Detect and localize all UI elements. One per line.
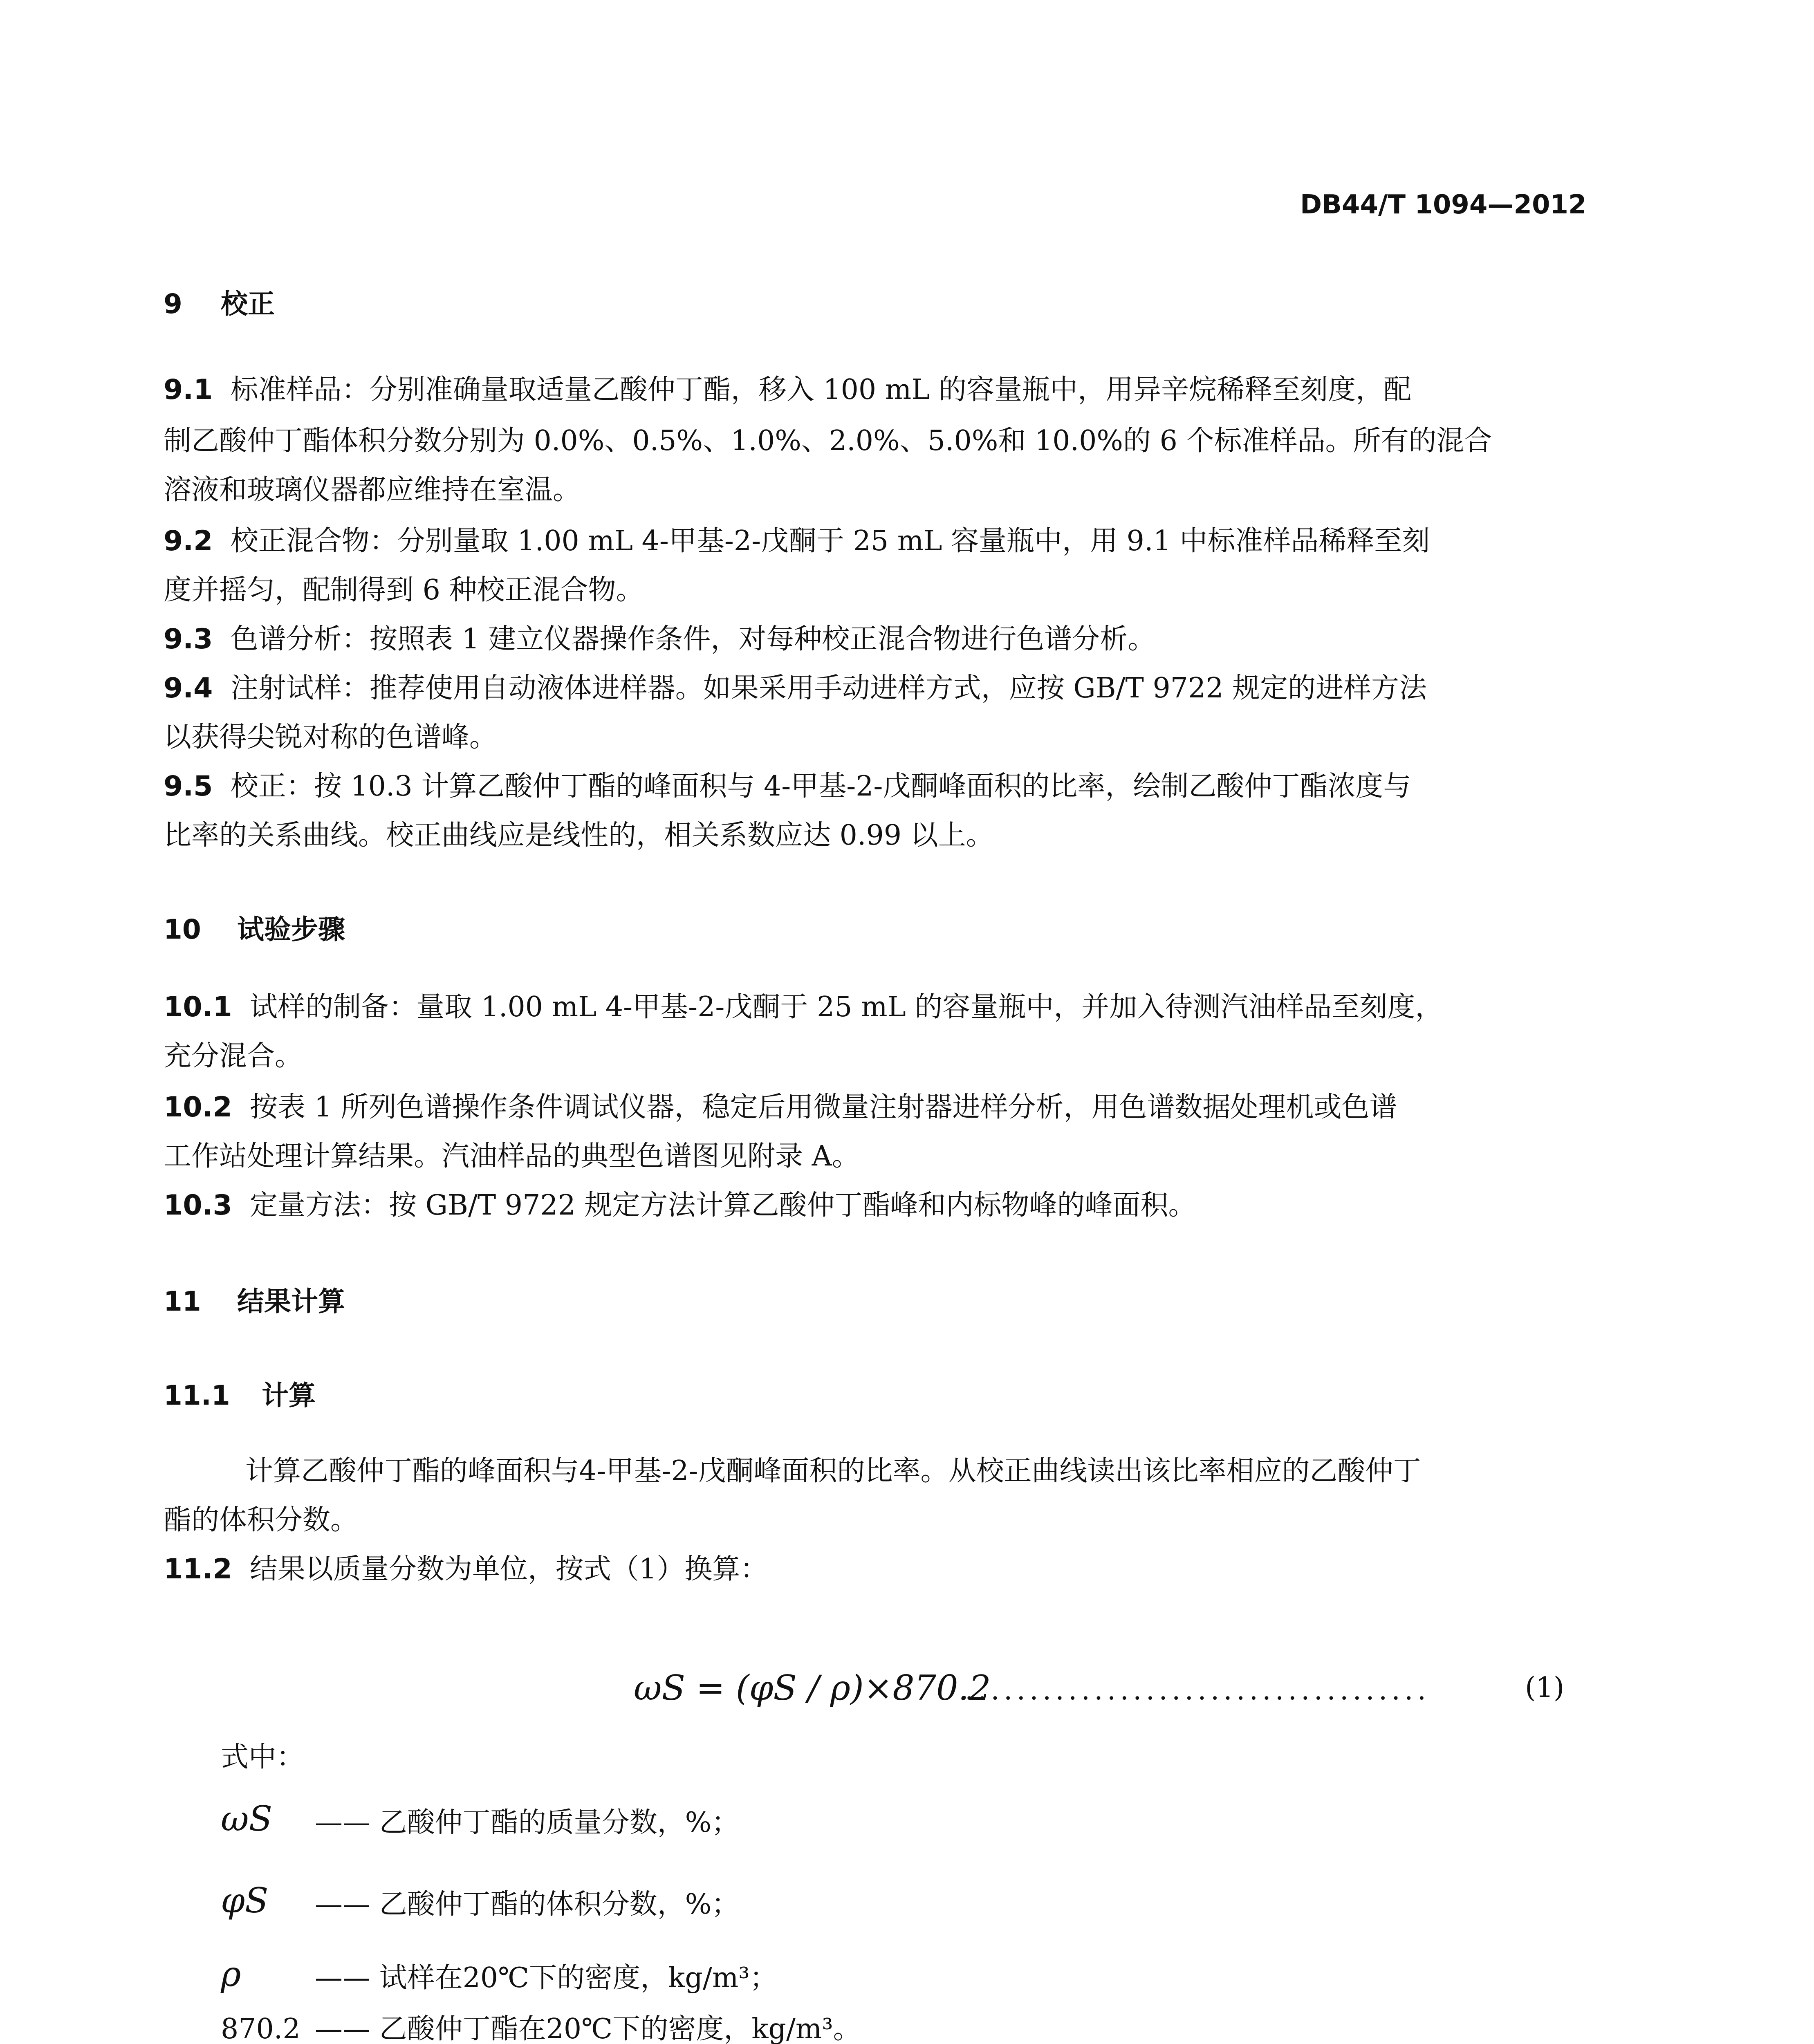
section-number: 9	[164, 288, 182, 320]
section-11-heading	[164, 1280, 345, 1318]
definition-symbol: φS	[221, 1880, 269, 1921]
clause-9-2	[164, 527, 1430, 555]
clause-number: 11.2	[164, 1553, 232, 1585]
clause-10-2	[164, 1091, 1397, 1123]
clause-text: 标准样品：分别准确量取适量乙酸仲丁酯，移入 100 mL 的容量瓶中，用异辛烷稀释至刻度，配	[230, 374, 1411, 406]
clause-number: 9.1	[164, 374, 213, 406]
clause-number: 10.2	[164, 1091, 232, 1123]
clause-10-3	[164, 1189, 1196, 1221]
definition-symbol: 870.2	[221, 2013, 300, 2044]
standard-id: DB44/T 1094—2012	[1300, 190, 1587, 220]
section-number: 11	[164, 1286, 201, 1317]
formula-leader-dots: ....................................	[965, 1674, 1431, 1706]
clause-number: 10.3	[164, 1189, 232, 1221]
section-title: 试验步骤	[237, 914, 345, 945]
clause-number: 9.4	[164, 672, 213, 704]
formula-1: ωS = (φS / ρ)×870.2	[634, 1668, 991, 1708]
clause-line: 溶液和玻璃仪器都应维持在室温。	[164, 474, 581, 506]
definition-text: —— 乙酸仲丁酯在20℃下的密度，kg/m³。	[315, 2013, 861, 2044]
definition-text: —— 试样在20℃下的密度，kg/m³；	[315, 1962, 778, 1994]
clause-title: 计算	[262, 1380, 316, 1411]
section-title: 校正	[221, 288, 275, 320]
clause-9-3	[164, 625, 1155, 653]
clause-number: 10.1	[164, 991, 232, 1023]
clause-9-5	[164, 770, 1411, 802]
clause-text: 校正混合物：分别量取 1.00 mL 4-甲基-2-戊酮于 25 mL 容量瓶中，用 9.1 中标准样品稀释至刻	[230, 525, 1430, 557]
where-label: 式中：	[221, 1741, 305, 1773]
clause-11-2	[164, 1555, 768, 1583]
clause-line: 酯的体积分数。	[164, 1504, 359, 1536]
clause-line: 充分混合。	[164, 1040, 303, 1072]
section-number: 10	[164, 914, 201, 945]
clause-line: 以获得尖锐对称的色谱峰。	[164, 721, 498, 753]
section-title: 结果计算	[237, 1286, 345, 1317]
clause-line: 工作站处理计算结果。汽油样品的典型色谱图见附录 A。	[164, 1140, 860, 1172]
clause-text: 结果以质量分数为单位，按式（1）换算：	[250, 1553, 768, 1585]
definition-symbol: ωS	[221, 1799, 273, 1839]
clause-10-1	[164, 993, 1443, 1021]
section-9-heading	[164, 282, 275, 321]
clause-number: 11.1	[164, 1380, 230, 1411]
clause-number: 9.5	[164, 770, 213, 802]
clause-9-4	[164, 672, 1427, 704]
definition-text: —— 乙酸仲丁酯的体积分数，%；	[315, 1888, 740, 1921]
clause-line: 比率的关系曲线。校正曲线应是线性的，相关系数应达 0.99 以上。	[164, 819, 994, 852]
clause-text: 定量方法：按 GB/T 9722 规定方法计算乙酸仲丁酯峰和内标物峰的峰面积。	[250, 1189, 1196, 1221]
clause-text: 校正：按 10.3 计算乙酸仲丁酯的峰面积与 4-甲基-2-戊酮峰面积的比率，绘制乙酸仲丁酯浓度与	[230, 770, 1411, 802]
definition-symbol: ρ	[221, 1954, 241, 1994]
clause-line: 度并摇匀，配制得到 6 种校正混合物。	[164, 574, 644, 606]
section-10-heading	[164, 908, 345, 946]
definition-text: —— 乙酸仲丁酯的质量分数，%；	[315, 1806, 740, 1839]
clause-9-1	[164, 376, 1411, 404]
clause-text: 色谱分析：按照表 1 建立仪器操作条件，对每种校正混合物进行色谱分析。	[230, 623, 1156, 655]
clause-text: 按表 1 所列色谱操作条件调试仪器，稳定后用微量注射器进样分析，用色谱数据处理机或色谱	[250, 1091, 1397, 1123]
clause-line: 制乙酸仲丁酯体积分数分别为 0.0%、0.5%、1.0%、2.0%、5.0%和 10.0%的 6 个标准样品。所有的混合	[164, 425, 1492, 457]
clause-text: 试样的制备：量取 1.00 mL 4-甲基-2-戊酮于 25 mL 的容量瓶中，并加入待测汽油样品至刻度，	[250, 991, 1443, 1023]
clause-line: 计算乙酸仲丁酯的峰面积与4-甲基-2-戊酮峰面积的比率。从校正曲线读出该比率相应的乙酸仲丁	[245, 1455, 1421, 1487]
clause-text: 注射试样：推荐使用自动液体进样器。如果采用手动进样方式，应按 GB/T 9722 规定的进样方法	[230, 672, 1427, 704]
clause-number: 9.3	[164, 623, 213, 655]
clause-number: 9.2	[164, 525, 213, 557]
clause-11-1-heading	[164, 1374, 316, 1412]
formula-number: (1)	[1525, 1672, 1565, 1704]
